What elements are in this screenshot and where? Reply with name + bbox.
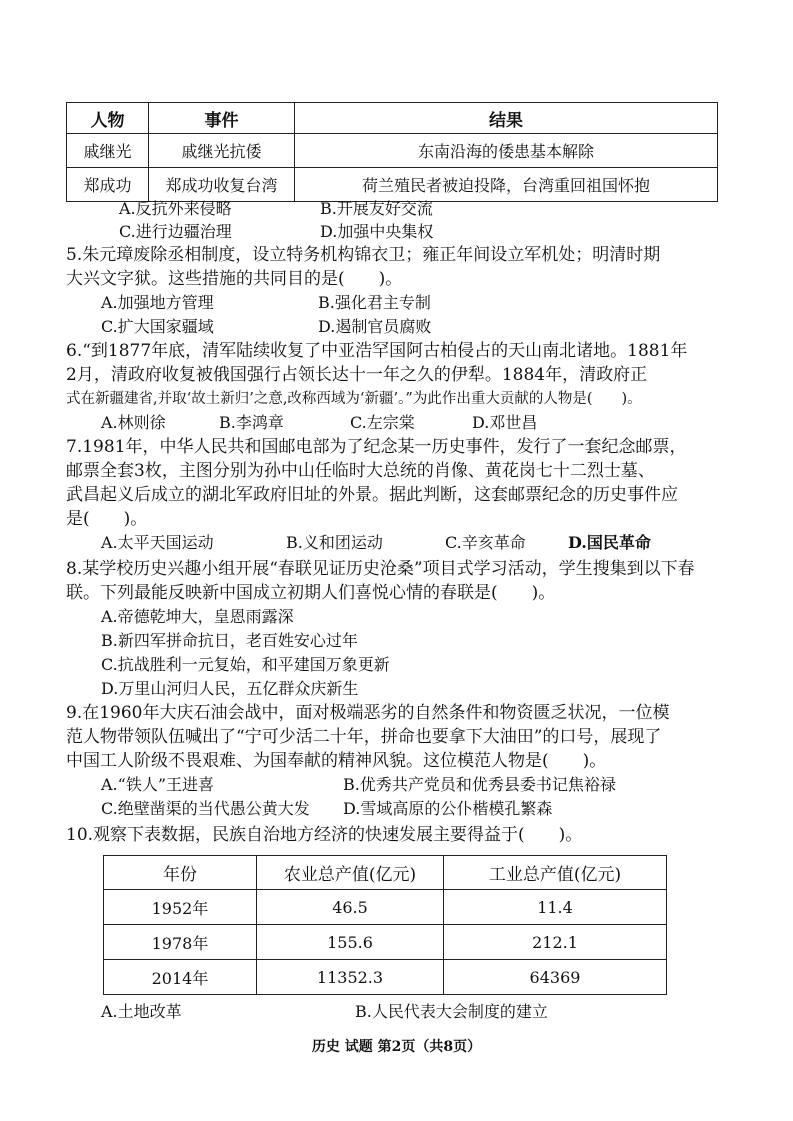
q7-option-d: D.国民革命 (568, 533, 651, 552)
table-cell: 东南沿海的倭患基本解除 (295, 134, 718, 168)
q7-stem-line: 是( )。 (66, 509, 148, 529)
table-header-row (104, 856, 667, 890)
table-cell: 46.5 (257, 890, 444, 925)
table-cell: 1978年 (104, 925, 257, 960)
table-cell: 戚继光 (67, 134, 149, 168)
q7-stem-line: 7.1981年，中华人民共和国邮电部为了纪念某一历史事件，发行了一套纪念邮票， (66, 437, 687, 457)
table-cell: 212.1 (444, 925, 667, 960)
table-cell: 2014年 (104, 960, 257, 995)
q5-option-b: B.强化君主专制 (318, 293, 431, 312)
table-header-cell: 年份 (104, 856, 257, 890)
q10-stem-line: 10.观察下表数据，民族自治地方经济的快速发展主要得益于( )。 (66, 825, 583, 845)
q6-stem-line: 式在新疆建省,并取‘故土新归’之意,改称西域为‘新疆’。”为此作出重大贡献的人物是( )。 (66, 391, 642, 407)
q7-stem-line: 邮票全套3枚，主图分别为孙中山任临时大总统的肖像、黄花岗七十二烈士墓、 (66, 461, 655, 481)
q6-option-a: A.林则徐 (101, 413, 166, 432)
q8-option-a: A.帝德乾坤大，皇恩雨露深 (101, 607, 294, 626)
q5-stem-line: 大兴文字狱。这些措施的共同目的是( )。 (66, 269, 403, 289)
table-row (67, 134, 718, 168)
table-header-cell: 事件 (149, 103, 295, 134)
q4-option-d: D.加强中央集权 (320, 222, 434, 241)
table-header-cell: 结果 (295, 103, 718, 134)
q8-option-c: C.抗战胜利一元复始，和平建国万象更新 (101, 655, 390, 674)
table-header-cell: 人物 (67, 103, 149, 134)
q7-option-a: A.太平天国运动 (101, 533, 214, 552)
q5-option-d: D.遏制官员腐败 (318, 317, 432, 336)
q4-option-a: A.反抗外来侵略 (119, 199, 232, 218)
table-cell: 1952年 (104, 890, 257, 925)
q8-option-d: D.万里山河归人民，五亿群众庆新生 (101, 679, 359, 698)
q7-option-b: B.义和团运动 (286, 533, 383, 552)
q9-option-b: B.优秀共产党员和优秀县委书记焦裕禄 (343, 775, 616, 794)
q10-option-a: A.土地改革 (101, 1002, 182, 1021)
table-cell: 郑成功收复台湾 (149, 168, 295, 202)
q7-option-c: C.辛亥革命 (445, 533, 526, 552)
table-header-cell: 农业总产值(亿元) (257, 856, 444, 890)
q4-option-c: C.进行边疆治理 (119, 222, 232, 241)
q6-stem-line: 2月，清政府收复被俄国强行占领长达十一年之久的伊犁。1884年，清政府正 (66, 365, 648, 385)
q8-stem-line: 联。下列最能反映新中国成立初期人们喜悦心情的春联是( )。 (66, 583, 556, 603)
q8-option-b: B.新四军拼命抗日，老百姓安心过年 (101, 631, 358, 650)
q6-stem-line: 6.“到1877年底，清军陆续收复了中亚浩罕国阿古柏侵占的天山南北诸地。1881年 (66, 341, 688, 361)
q9-option-c: C.绝壁凿渠的当代愚公黄大发 (101, 799, 310, 818)
q9-stem-line: 9.在1960年大庆石油会战中，面对极端恶劣的自然条件和物资匮乏状况，一位模 (66, 703, 670, 723)
q5-stem-line: 5.朱元璋废除丞相制度，设立特务机构锦衣卫；雍正年间设立军机处；明清时期 (66, 245, 661, 265)
q5-option-a: A.加强地方管理 (101, 293, 214, 312)
history-figures-table (66, 102, 718, 202)
table-cell: 11352.3 (257, 960, 444, 995)
q8-stem-line: 8.某学校历史兴趣小组开展“春联见证历史沧桑”项目式学习活动，学生搜集到以下春 (66, 559, 695, 579)
q9-option-d: D.雪域高原的公仆楷模孔繁森 (343, 799, 553, 818)
output-value-table (103, 855, 667, 995)
table-row (67, 168, 718, 202)
q7-stem-line: 武昌起义后成立的湖北军政府旧址的外景。据此判断，这套邮票纪念的历史事件应 (66, 485, 678, 505)
q10-option-b: B.人民代表大会制度的建立 (355, 1002, 548, 1021)
q6-option-b: B.李鸿章 (219, 413, 284, 432)
q9-option-a: A.“铁人”王进喜 (101, 775, 215, 794)
table-header-cell: 工业总产值(亿元) (444, 856, 667, 890)
table-cell: 155.6 (257, 925, 444, 960)
q4-option-b: B.开展友好交流 (320, 199, 433, 218)
table-header-row (67, 103, 718, 134)
q5-option-c: C.扩大国家疆域 (101, 317, 214, 336)
q6-option-d: D.邓世昌 (472, 413, 538, 432)
table-cell: 郑成功 (67, 168, 149, 202)
table-cell: 64369 (444, 960, 667, 995)
table-row (104, 960, 667, 995)
q6-option-c: C.左宗棠 (350, 413, 415, 432)
table-cell: 戚继光抗倭 (149, 134, 295, 168)
q9-stem-line: 范人物带领队伍喊出了“宁可少活二十年，拼命也要拿下大油田”的口号，展现了 (66, 727, 662, 747)
table-row (104, 925, 667, 960)
table-row (104, 890, 667, 925)
q9-stem-line: 中国工人阶级不畏艰难、为国奉献的精神风貌。这位模范人物是( )。 (66, 751, 607, 771)
table-cell: 11.4 (444, 890, 667, 925)
table-cell: 荷兰殖民者被迫投降，台湾重回祖国怀抱 (295, 168, 718, 202)
page-footer: 历史 试题 第2页（共8页） (311, 1039, 482, 1055)
